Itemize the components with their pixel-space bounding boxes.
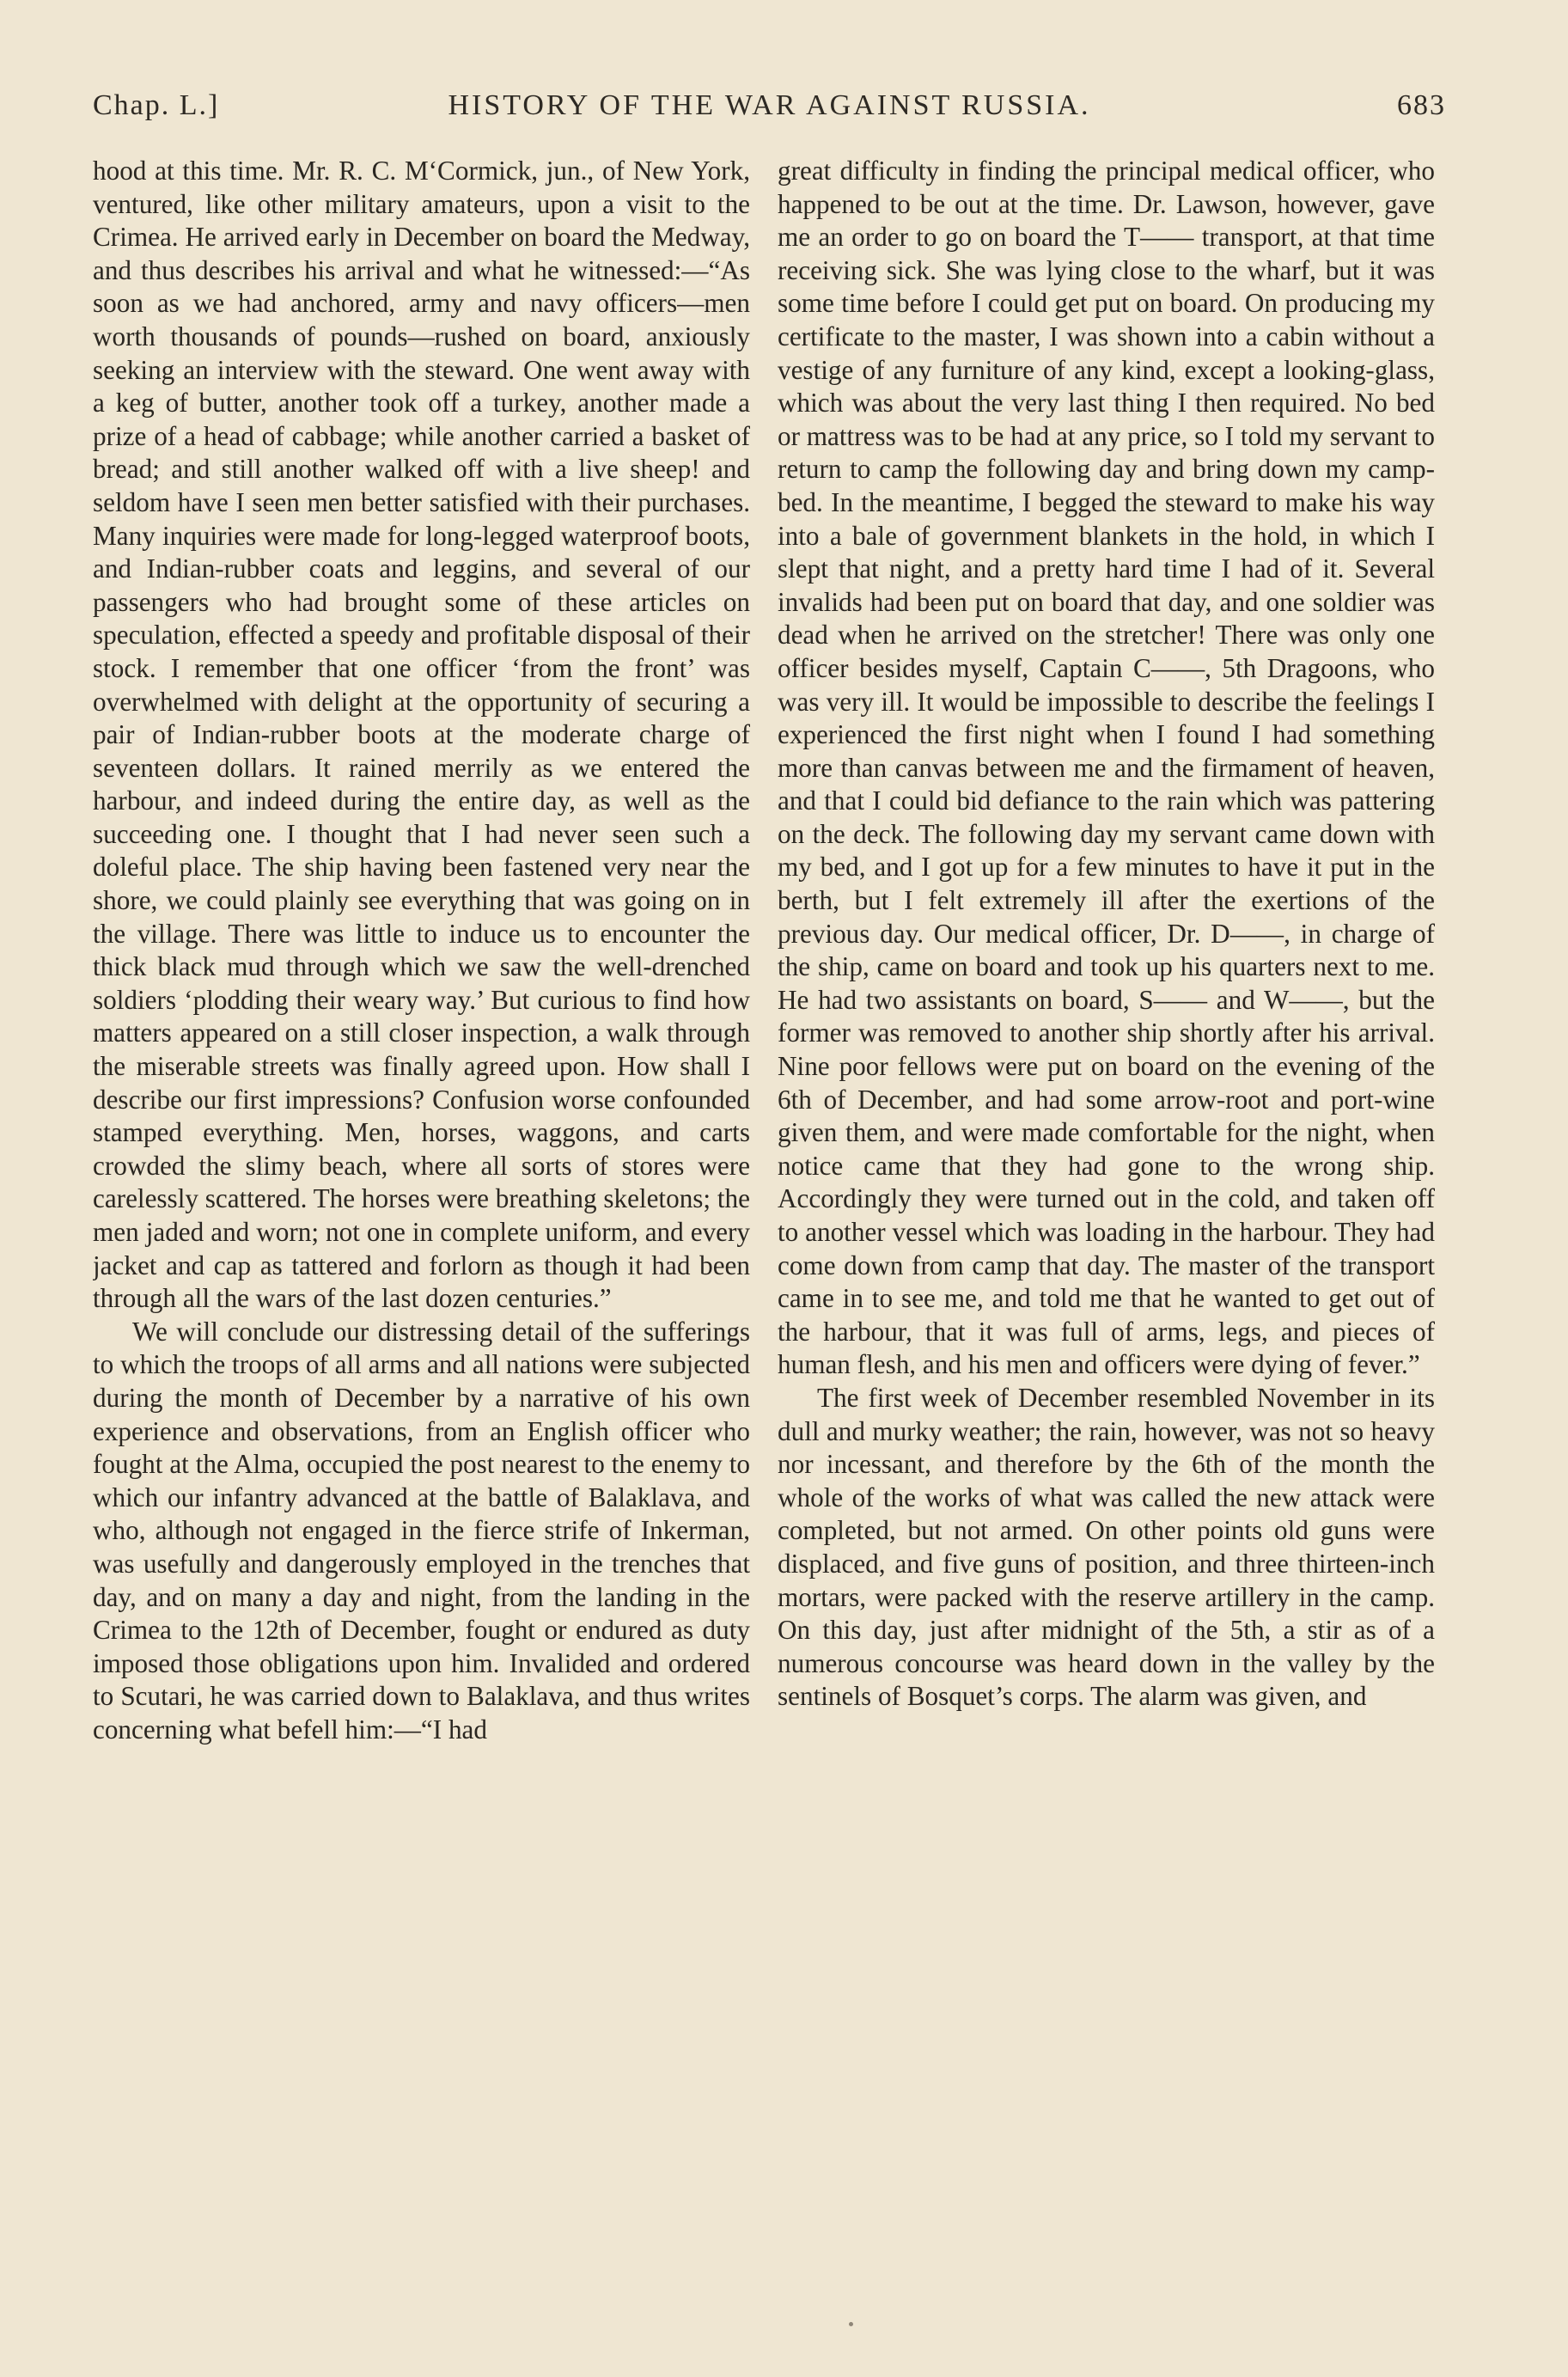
left-paragraph-1: hood at this time. Mr. R. C. M‘Cormick, jun., of New York, ventured, like other military amateurs, upon a visit to the Crimea. He arrived early in December on board the Medway, and thus describes his arrival and what he witnessed:—“As soon as we had anchored, army and navy officers—men worth thousands of pounds—rushed on board, anxiously seeking an interview with the steward. One went away with a keg of butter, another took off a turkey, another made a prize of a head of cabbage; while another carried a basket of bread; and still another walked off with a live sheep! and seldom have I seen men better satisfied with their purchases. Many inquiries were made for long-legged waterproof boots, and Indian-rubber coats and leggins, and several of our passengers who had brought some of these articles on speculation, effected a speedy and profitable disposal of their stock. I remember that one officer ‘from the front’ was overwhelmed with delight at the opportunity of securing a pair of Indian-rubber boots at the moderate charge of seventeen dollars. It rained merrily as we entered the harbour, and indeed during the entire day, as well as the succeeding one. I thought that I had never seen such a doleful place. The ship having been fastened very near the shore, we could plainly see everything that was going on in the village. There was little to induce us to encounter the thick black mud through which we saw the well-drenched soldiers ‘plodding their weary way.’ But curious to find how matters appeared on a still closer inspection, a walk through the miserable streets was finally agreed upon. How shall I describe our first impressions? Confusion worse confounded stamped everything. Men, horses, waggons, and carts crowded the slimy beach, where all sorts of stores were carelessly scattered. The horses were breathing skeletons; the men jaded and worn; not one in complete uniform, and every jacket and cap as tattered and forlorn as though it had been through all the wars of the last dozen centuries.” [93,156,750,1314]
running-title: HISTORY OF THE WAR AGAINST RUSSIA. [448,89,1091,121]
chapter-label: Chap. L.] [93,89,220,121]
right-column [778,155,1435,2260]
right-paragraph-2: The first week of December resembled November in its dull and murky weather; the rain, however, was not so heavy nor incessant, and therefore by the 6th of the month the whole of the works of what was called the new attack were completed, but not armed. On other points old guns were displaced, and five guns of position, and three thirteen-inch mortars, were packed with the reserve artillery in the camp. On this day, just after midnight of the 5th, a stir as of a numerous concourse was heard down in the valley by the sentinels of Bosquet’s corps. The alarm was given, and [778,1382,1435,1712]
left-column [93,155,750,2260]
paper-speck [849,2322,853,2326]
left-paragraph-2: We will conclude our distressing detail of the sufferings to which the troops of all arms and all nations were subjected during the month of December by a narrative of his own experience and observations, from an English officer who fought at the Alma, occupied the post nearest to the enemy to which our infantry advanced at the battle of Balaklava, and who, although not engaged in the fierce strife of Inkerman, was usefully and dangerously employed in the trenches that day, and on many a day and night, from the landing in the Crimea to the 12th of December, fought or endured as duty imposed those obligations upon him. Invalided and ordered to Scutari, he was carried down to Balaklava, and thus writes concerning what befell him:—“I had [93,1316,750,1745]
right-paragraph-1: great difficulty in finding the principal medical officer, who happened to be out at the time. Dr. Lawson, however, gave me an order to go on board the T—— transport, at that time receiving sick. She was lying close to the wharf, but it was some time before I could get put on board. On producing my certificate to the master, I was shown into a cabin without a vestige of any furniture of any kind, except a looking-glass, which was about the very last thing I then required. No bed or mattress was to be had at any price, so I told my servant to return to camp the following day and bring down my camp-bed. In the meantime, I begged the steward to make his way into a bale of government blankets in the hold, in which I slept that night, and a pretty hard time I had of it. Several invalids had been put on board that day, and one soldier was dead when he arrived on the stretcher! There was only one officer besides myself, Captain C——, 5th Dragoons, who was very ill. It would be impossible to describe the feelings I experienced the first night when I found I had something more than canvas between me and the firmament of heaven, and that I could bid defiance to the rain which was pattering on the deck. The following day my servant came down with my bed, and I got up for a few minutes to have it put in the berth, but I felt extremely ill after the exertions of the previous day. Our medical officer, Dr. D——, in charge of the ship, came on board and took up his quarters next to me. He had two assistants on board, S—— and W——, but the former was removed to another ship shortly after his arrival. Nine poor fellows were put on board on the evening of the 6th of December, and had some arrow-root and port-wine given them, and were made comfortable for the night, when notice came that they had gone to the wrong ship. Accordingly they were turned out in the cold, and taken off to another vessel which was loading in the harbour. They had come down from camp that day. The master of the transport came in to see me, and told me that he wanted to get out of the harbour, that it was full of arms, legs, and pieces of human flesh, and his men and officers were dying of fever.” [778,156,1435,1380]
running-head [93,89,1446,131]
page-number: 683 [1397,89,1446,121]
